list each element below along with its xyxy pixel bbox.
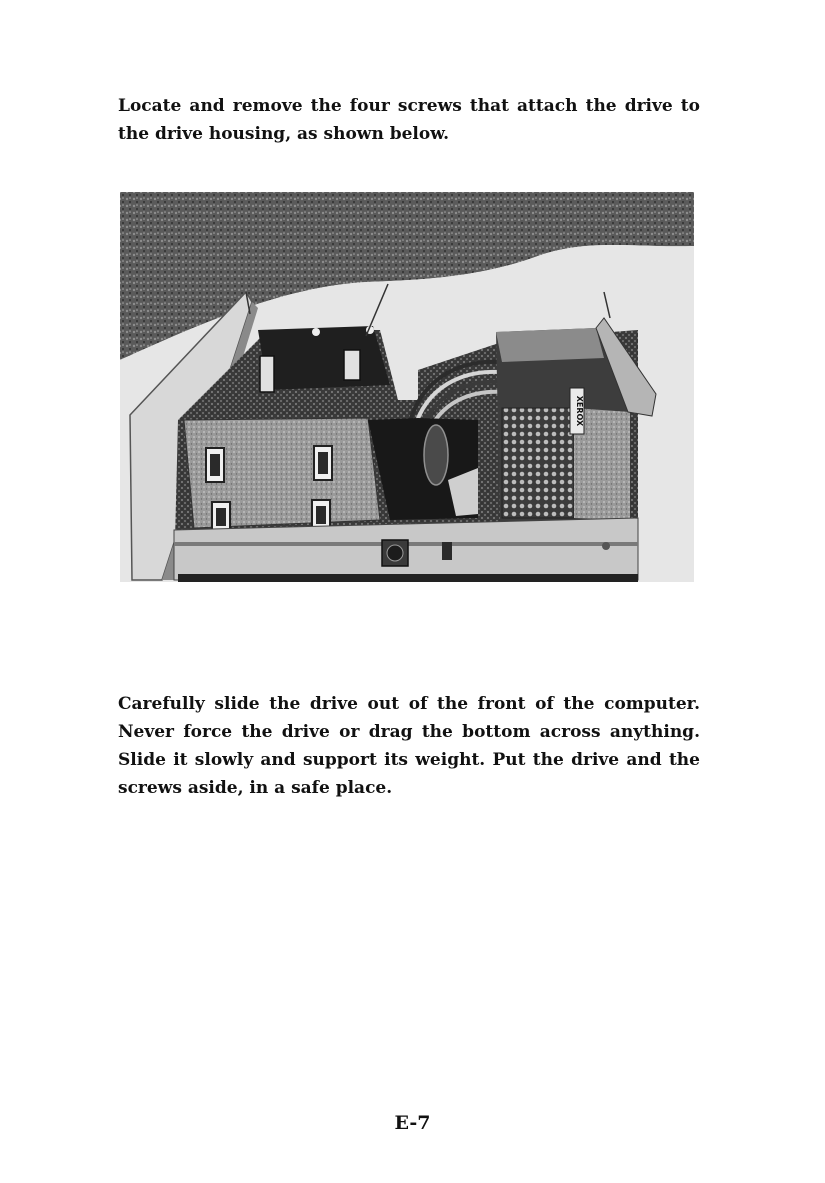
- instruction-paragraph-slide-drive: Carefully slide the drive out of the front of the computer. Never force the drive or drag the bottom across anything. Slide it slowly and support its weight. Put the drive and the screws aside, in a safe place.: [118, 694, 700, 798]
- base-round-connector: [387, 545, 403, 561]
- svg-text:XEROX: XEROX: [575, 395, 584, 427]
- power-supply-vent: [502, 408, 574, 518]
- base-small-slot: [442, 542, 452, 560]
- page-number: E-7: [394, 1112, 431, 1134]
- xerox-label: [570, 388, 584, 434]
- drive-housing-photo: [118, 190, 696, 582]
- drive-housing-illustration: [118, 190, 696, 582]
- drive-top-block: [258, 326, 390, 390]
- fan-component: [424, 425, 448, 485]
- power-supply-top: [496, 328, 604, 362]
- base-screw: [602, 542, 610, 550]
- instruction-paragraph-remove-screws: Locate and remove the four screws that attach the drive to the drive housing, as shown below.: [118, 96, 700, 144]
- base-shadow: [178, 574, 638, 582]
